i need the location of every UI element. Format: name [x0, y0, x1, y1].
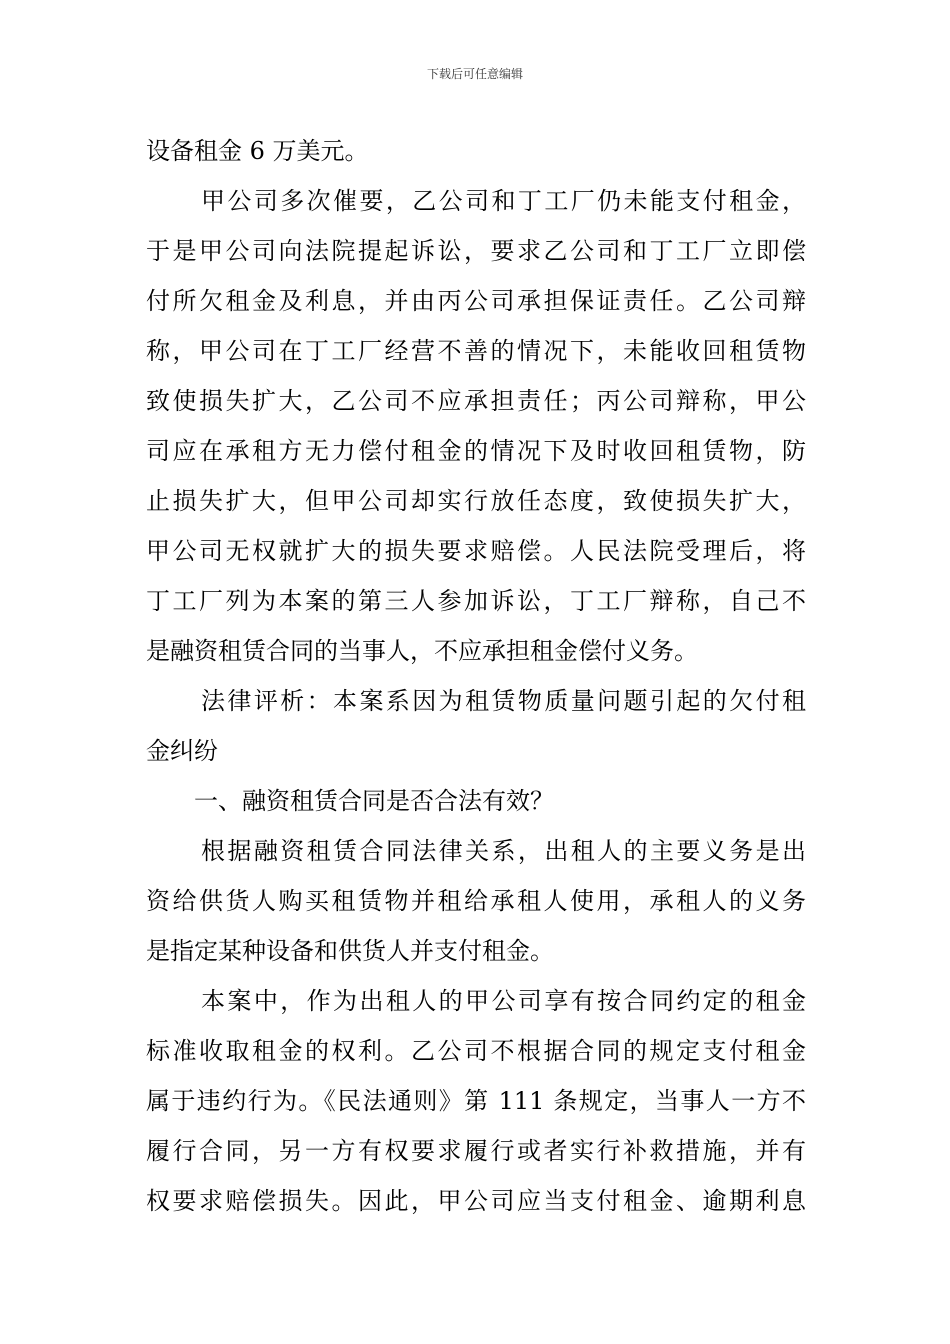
- text-line: 付所欠租金及利息，并由丙公司承担保证责任。乙公司辩: [146, 287, 806, 315]
- text-line: 是融资租赁合同的当事人，不应承担租金偿付义务。: [146, 637, 698, 665]
- text-line: 法律评析：本案系因为租赁物质量问题引起的欠付租: [201, 687, 806, 715]
- text-line: 资给供货人购买租赁物并租给承租人使用，承租人的义务: [146, 887, 806, 915]
- text-line: 于是甲公司向法院提起诉讼，要求乙公司和丁工厂立即偿: [146, 237, 806, 265]
- text-line: 称，甲公司在丁工厂经营不善的情况下，未能收回租赁物: [146, 337, 806, 365]
- text-line: 根据融资租赁合同法律关系，出租人的主要义务是出: [201, 837, 806, 865]
- text-line: 履行合同，另一方有权要求履行或者实行补救措施，并有: [146, 1137, 806, 1165]
- text-line: 权要求赔偿损失。因此，甲公司应当支付租金、逾期利息: [146, 1187, 806, 1215]
- text-line: 是指定某种设备和供货人并支付租金。: [146, 937, 554, 965]
- text-line: 甲公司无权就扩大的损失要求赔偿。人民法院受理后，将: [146, 537, 806, 565]
- text-line: 设备租金 6 万美元。: [146, 137, 369, 165]
- section-heading: 一、融资租赁合同是否合法有效？: [194, 787, 554, 815]
- text-line: 止损失扩大，但甲公司却实行放任态度，致使损失扩大，: [146, 487, 806, 515]
- text-line: 丁工厂列为本案的第三人参加诉讼，丁工厂辩称，自己不: [146, 587, 806, 615]
- text-line: 标准收取租金的权利。乙公司不根据合同的规定支付租金: [146, 1037, 806, 1065]
- text-line: 属于违约行为。《民法通则》第 111 条规定，当事人一方不: [146, 1087, 806, 1115]
- text-line: 本案中，作为出租人的甲公司享有按合同约定的租金: [201, 987, 806, 1015]
- text-line: 司应在承租方无力偿付租金的情况下及时收回租赁物，防: [146, 437, 806, 465]
- text-line: 致使损失扩大，乙公司不应承担责任；丙公司辩称，甲公: [146, 387, 806, 415]
- text-line: 甲公司多次催要，乙公司和丁工厂仍未能支付租金，: [201, 187, 806, 215]
- document-body: [146, 126, 806, 1226]
- page-header: 下载后可任意编辑: [426, 67, 523, 81]
- text-line: 金纠纷: [146, 737, 218, 765]
